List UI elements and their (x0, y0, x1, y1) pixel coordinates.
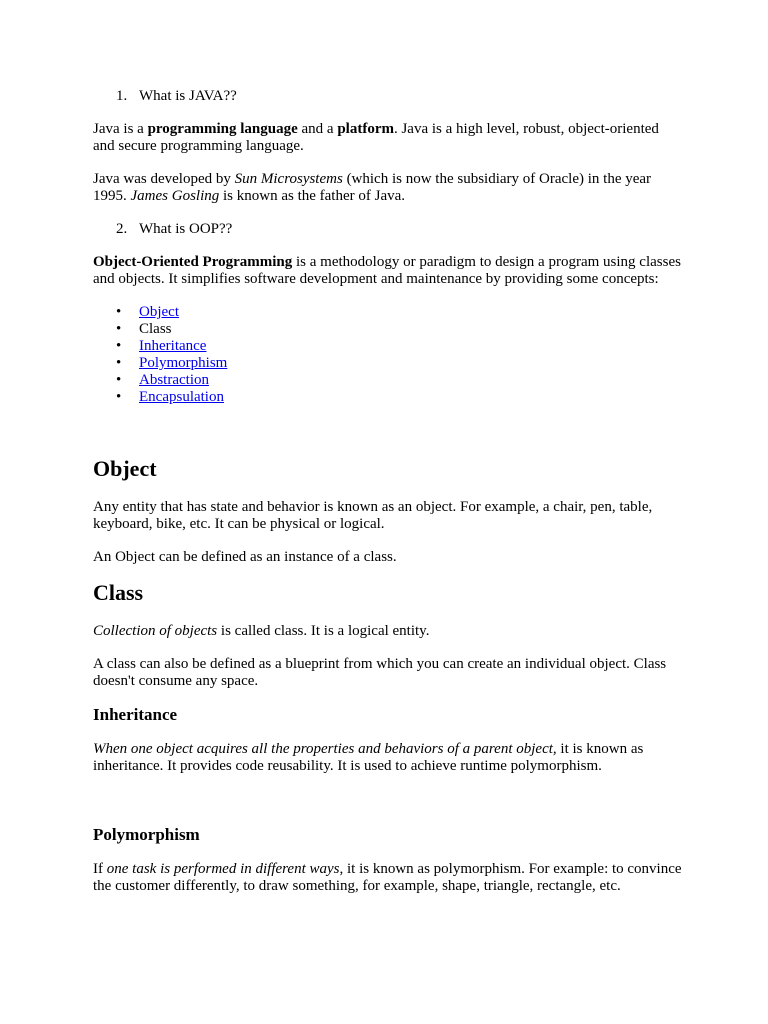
document-content (93, 88, 683, 895)
bullet-icon: • (116, 372, 122, 388)
java-history-italic-2: James Gosling (130, 188, 220, 204)
bullet-icon: • (116, 321, 122, 337)
java-history-text-1: Java was developed by (93, 171, 235, 187)
question-1-number: 1. (116, 88, 128, 104)
abstraction-link[interactable]: Abstraction (139, 372, 209, 388)
polymorphism-link[interactable]: Polymorphism (139, 355, 228, 371)
java-history-text-2: (which is now the subsidiary of Oracle) in the year 1995. (93, 171, 652, 204)
question-2-text: What is OOP?? (139, 221, 233, 237)
java-intro-bold-2: platform (337, 121, 394, 137)
bullet-icon: • (116, 338, 122, 354)
list-item (93, 321, 683, 338)
list-item (93, 355, 683, 372)
object-link[interactable]: Object (139, 304, 179, 320)
question-1 (93, 88, 683, 105)
bullet-icon: • (116, 389, 122, 405)
bullet-icon: • (116, 355, 122, 371)
java-history-text-3: is known as the father of Java. (219, 188, 406, 204)
polymorphism-paragraph-italic: one task is performed in different ways (106, 861, 340, 877)
inheritance-paragraph-text: it is known as inheritance. It provides code reusability. It is used to achieve runtime polymorphism. (93, 741, 644, 774)
concepts-list (93, 304, 683, 406)
oop-intro-text: is a methodology or paradigm to design a program using classes and objects. It simplifies software development and maintenance by providing some concepts: (93, 254, 681, 287)
java-intro-text-3: . Java is a high level, robust, object-oriented and secure programming language. (93, 121, 659, 154)
class-paragraph-1 (93, 623, 683, 640)
inheritance-paragraph-italic: When one object acquires all the properties and behaviors of a parent object, (93, 741, 557, 757)
class-paragraph-1-text: is called class. It is a logical entity. (217, 623, 430, 639)
inheritance-link[interactable]: Inheritance (139, 338, 207, 354)
question-1-text: What is JAVA?? (139, 88, 237, 104)
polymorphism-paragraph (93, 861, 683, 895)
polymorphism-paragraph-start: If (93, 861, 107, 877)
java-history-italic-1: Sun Microsystems (234, 171, 343, 187)
oop-intro-paragraph (93, 254, 683, 288)
class-paragraph-2: A class can also be defined as a blueprint from which you can create an individual object. Class doesn't consume any space. (93, 656, 667, 689)
question-2-number: 2. (116, 221, 128, 237)
java-intro-bold-1: programming language (147, 121, 298, 137)
list-item (93, 389, 683, 406)
class-item-label: Class (139, 321, 172, 337)
encapsulation-link[interactable]: Encapsulation (139, 389, 224, 405)
inheritance-heading: Inheritance (93, 705, 178, 724)
bullet-icon: • (116, 304, 122, 320)
polymorphism-heading: Polymorphism (93, 825, 200, 844)
polymorphism-paragraph-text: , it is known as polymorphism. For example: to convince the customer differently, to draw something, for example, shape, triangle, rectangle, etc. (93, 861, 682, 894)
class-heading: Class (93, 580, 144, 605)
java-history-paragraph (93, 171, 683, 205)
object-heading: Object (93, 456, 157, 481)
inheritance-paragraph (93, 741, 683, 775)
java-intro-text-2: and a (297, 121, 338, 137)
list-item (93, 304, 683, 321)
class-paragraph-1-italic: Collection of objects (93, 623, 218, 639)
question-2 (93, 221, 683, 238)
object-paragraph-1: Any entity that has state and behavior is known as an object. For example, a chair, pen, table, keyboard, bike, etc. It can be physical or logical. (93, 499, 653, 532)
oop-intro-bold: Object-Oriented Programming (93, 254, 293, 270)
java-intro-paragraph (93, 121, 683, 155)
java-intro-text-1: Java is a (93, 121, 148, 137)
object-paragraph-2: An Object can be defined as an instance of a class. (93, 549, 397, 565)
list-item (93, 372, 683, 389)
list-item (93, 338, 683, 355)
